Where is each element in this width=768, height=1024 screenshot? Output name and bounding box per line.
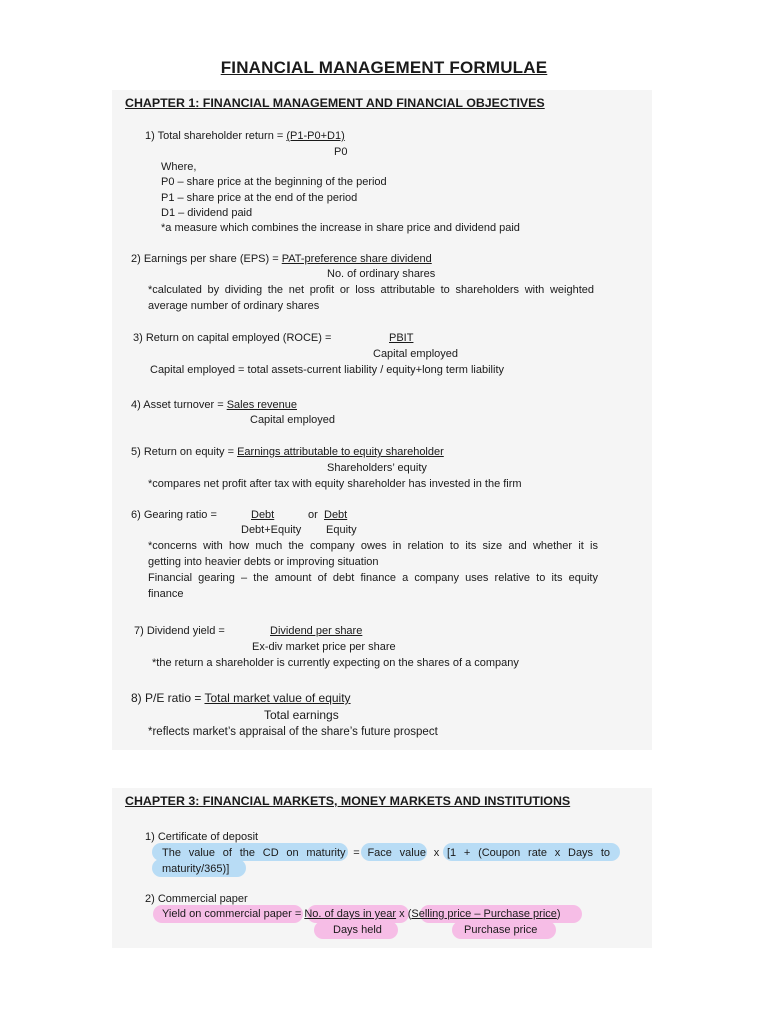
- commercial-paper-mid: x (: [396, 908, 412, 920]
- formula-6-or: or: [308, 509, 318, 521]
- formula-6-note-line-2: getting into heavier debts or improving situation: [148, 556, 379, 568]
- formula-4: [131, 399, 297, 412]
- formula-4-numerator: Sales revenue: [226, 399, 298, 411]
- formula-6-numerator-1: Debt: [251, 509, 275, 521]
- chapter-3-heading: CHAPTER 3: FINANCIAL MARKETS, MONEY MARKETS AND INSTITUTIONS: [125, 794, 571, 808]
- formula-6-denominator-1: Debt+Equity: [241, 524, 302, 536]
- chapter-3-formula-1-label: 1) Certificate of deposit: [145, 831, 259, 843]
- formula-8-denominator: Total earnings: [264, 708, 339, 722]
- chapter-3-formula-2-label: 2) Commercial paper: [145, 893, 248, 905]
- chapter-3-formula-1-line-2: maturity/365)]: [162, 863, 230, 875]
- commercial-paper-close: ): [556, 908, 561, 920]
- formula-1-denominator: P0: [334, 146, 348, 158]
- formula-5-note: *compares net profit after tax with equity shareholder has invested in the firm: [148, 478, 522, 490]
- formula-3-numerator: PBIT: [389, 332, 414, 344]
- formula-3-note: Capital employed = total assets-current liability / equity+long term liability: [150, 364, 504, 376]
- formula-7-note: *the return a shareholder is currently expecting on the shares of a company: [152, 657, 519, 669]
- formula-6-denominator-2: Equity: [326, 524, 357, 536]
- formula-6-note-line-3: Financial gearing – the amount of debt finance a company uses relative to its equity: [148, 572, 598, 584]
- formula-1-label: 1) Total shareholder return =: [145, 130, 287, 142]
- formula-6-label: 6) Gearing ratio =: [131, 509, 217, 521]
- commercial-paper-denominator-2: Purchase price: [464, 924, 538, 936]
- commercial-paper-denominator-1: Days held: [333, 924, 382, 936]
- formula-1-where: Where,: [161, 161, 197, 173]
- formula-1-note: *a measure which combines the increase in share price and dividend paid: [161, 222, 520, 234]
- formula-6-note-line-4: finance: [148, 588, 184, 600]
- formula-2-note-line-2: average number of ordinary shares: [148, 300, 320, 312]
- formula-1-numerator: (P1-P0+D1): [286, 130, 345, 142]
- formula-2-label: 2) Earnings per share (EPS) =: [131, 253, 282, 265]
- formula-2-numerator: PAT-preference share dividend: [281, 253, 432, 265]
- formula-1-p1-definition: P1 – share price at the end of the period: [161, 192, 358, 204]
- chapter-1-heading: CHAPTER 1: FINANCIAL MANAGEMENT AND FINANCIAL OBJECTIVES: [125, 96, 545, 110]
- commercial-paper-numerator-2: Selling price – Purchase price: [411, 908, 557, 920]
- formula-2-note-line-1: *calculated by dividing the net profit or loss attributable to shareholders with weighted: [148, 284, 594, 296]
- formula-8: [131, 692, 351, 705]
- formula-1-p0-definition: P0 – share price at the beginning of the period: [161, 176, 387, 188]
- formula-5-numerator: Earnings attributable to equity shareholder: [237, 446, 444, 458]
- formula-3-denominator: Capital employed: [373, 348, 458, 360]
- formula-6-numerator-2: Debt: [324, 509, 348, 521]
- formula-7-label: 7) Dividend yield =: [134, 625, 225, 637]
- formula-6-note-line-1: *concerns with how much the company owes in relation to its size and whether it is: [148, 540, 598, 552]
- formula-8-note: *reflects market’s appraisal of the share’s future prospect: [148, 726, 438, 738]
- formula-4-denominator: Capital employed: [250, 414, 335, 426]
- formula-2: [131, 253, 432, 266]
- formula-1-d1-definition: D1 – dividend paid: [161, 207, 253, 219]
- formula-5: [131, 446, 444, 459]
- formula-8-label: 8) P/E ratio =: [131, 691, 205, 705]
- commercial-paper-numerator-1: No. of days in year: [304, 908, 397, 920]
- commercial-paper-lhs: Yield on commercial paper =: [162, 908, 305, 920]
- formula-5-denominator: Shareholders’ equity: [327, 462, 427, 474]
- formula-7-denominator: Ex-div market price per share: [252, 641, 396, 653]
- formula-1: [145, 130, 345, 143]
- chapter-3-formula-1-line-1: The value of the CD on maturity = Face value x [1 + (Coupon rate x Days to: [162, 847, 610, 859]
- formula-7-numerator: Dividend per share: [270, 625, 363, 637]
- formula-2-denominator: No. of ordinary shares: [327, 268, 436, 280]
- chapter-3-formula-2: [162, 908, 561, 921]
- formula-5-label: 5) Return on equity =: [131, 446, 238, 458]
- formula-4-label: 4) Asset turnover =: [131, 399, 227, 411]
- formula-8-numerator: Total market value of equity: [204, 691, 351, 705]
- formula-3-label: 3) Return on capital employed (ROCE) =: [133, 332, 332, 344]
- page-title: FINANCIAL MANAGEMENT FORMULAE: [220, 58, 548, 77]
